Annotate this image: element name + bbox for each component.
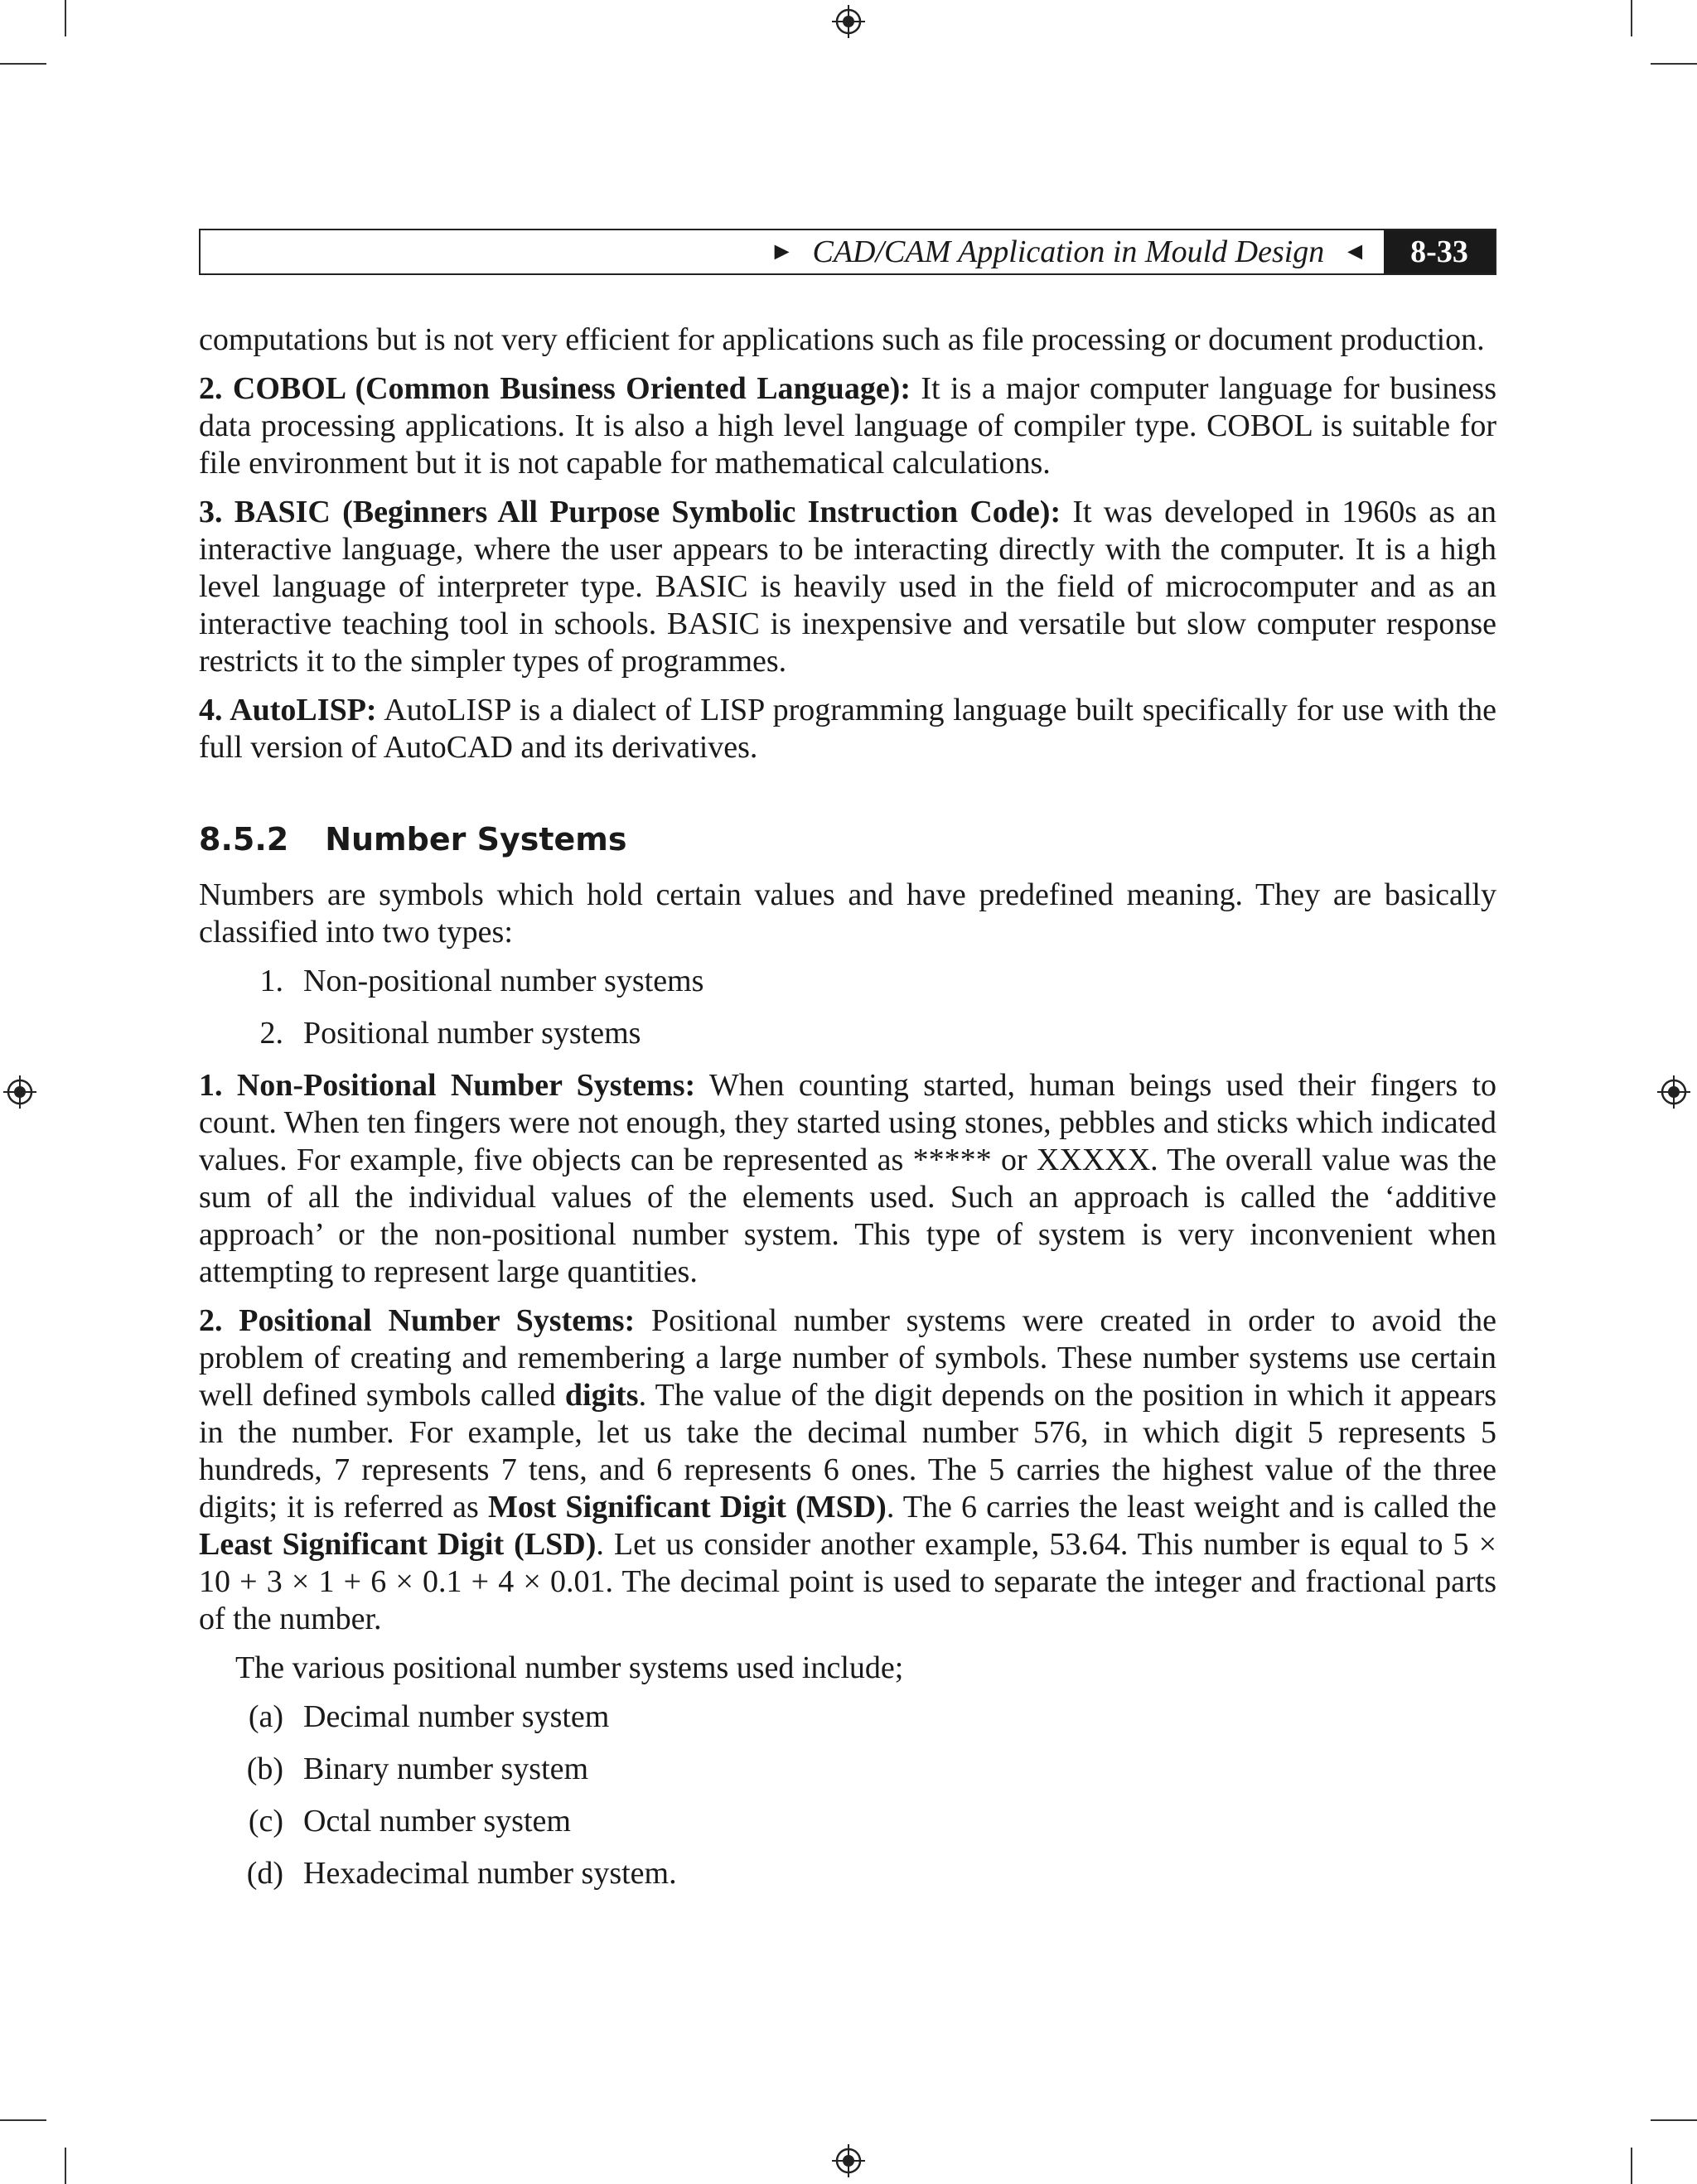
number-system-types-list <box>199 963 1496 1052</box>
paragraph-positional <box>199 1302 1496 1638</box>
crop-mark <box>1631 0 1632 36</box>
positional-text-4: . Let us consider another example, 53.64. This number is equal to 5 × 10 + 3 × 1 + 6 × 0.1 + 4 × 0.01. The decimal point is used to separate the integer and fractional parts of the number. <box>199 1527 1496 1636</box>
paragraph-cobol <box>199 370 1496 482</box>
list-item <box>199 1015 1496 1052</box>
positional-text-2: . The value of the digit depends on the position in which it appears in the number. For example, let us take the decimal number 576, in which digit 5 represents 5 hundreds, 7 represents 7 tens, and 6 represents 6 ones. The 5 carries the highest value of the three digits; it is referred as <box>199 1378 1497 1524</box>
crop-mark <box>0 63 46 65</box>
section-heading <box>199 821 1496 858</box>
list-item-text: Non-positional number systems <box>303 964 704 998</box>
paragraph-continuation: computations but is not very efficient for applications such as file processing or document production. <box>199 322 1485 357</box>
list-item <box>199 1751 1496 1788</box>
positional-text-3: . The 6 carries the least weight and is called the <box>886 1490 1496 1524</box>
autolisp-label: 4. AutoLISP: <box>199 693 377 727</box>
nonpositional-label: 1. Non-Positional Number Systems: <box>199 1068 696 1103</box>
section-title: Number Systems <box>325 821 627 858</box>
chapter-title: CAD/CAM Application in Mould Design <box>812 234 1325 269</box>
positional-bold-lsd: Least Significant Digit (LSD) <box>199 1527 597 1562</box>
positional-text-1: Positional number systems were created in order to avoid the problem of creating and remembering a large number of symbols. These number systems use certain well defined symbols called <box>199 1303 1496 1413</box>
list-marker: (d) <box>246 1856 283 1891</box>
positional-bold-msd: Most Significant Digit (MSD) <box>487 1490 887 1524</box>
paragraph-nonpositional <box>199 1067 1496 1291</box>
right-pointer-icon: ► <box>769 238 795 265</box>
list-item-text: Positional number systems <box>303 1016 641 1051</box>
nonpositional-text: When counting started, human beings used their fingers to count. When ten fingers were not enough, they started using stones, pebbles and sticks which indicated values. For example, five objects can be represented as ***** or XXXXX. The overall value was the sum of all the individual values of the elements used. Such an approach is called the ‘additive approach’ or the non-positional number system. This type of system is very inconvenient when attempting to represent large quantities. <box>199 1068 1496 1289</box>
section-intro: Numbers are symbols which hold certain values and have predefined meaning. They are basically classified into two types: <box>199 877 1496 949</box>
left-pointer-icon: ◄ <box>1342 238 1367 265</box>
header-title-group <box>201 234 1384 270</box>
list-item <box>199 963 1496 1000</box>
registration-mark-icon <box>832 5 865 38</box>
paragraph-basic <box>199 494 1496 680</box>
list-item-text: Binary number system <box>303 1752 589 1786</box>
crop-mark <box>1651 2119 1697 2121</box>
list-item-text: Decimal number system <box>303 1699 610 1734</box>
list-item <box>199 1855 1496 1892</box>
various-intro: The various positional number systems used include; <box>235 1650 904 1685</box>
positional-label: 2. Positional Number Systems: <box>199 1303 636 1338</box>
list-marker: (c) <box>248 1804 283 1839</box>
running-header <box>199 229 1496 275</box>
list-item <box>199 1803 1496 1840</box>
registration-mark-icon <box>3 1075 36 1109</box>
list-item-text: Octal number system <box>303 1804 571 1839</box>
positional-systems-list <box>199 1698 1496 1892</box>
positional-bold-digits: digits <box>564 1378 639 1413</box>
list-item-text: Hexadecimal number system. <box>303 1856 677 1891</box>
page-number: 8-33 <box>1384 230 1495 273</box>
crop-mark <box>65 0 66 36</box>
cobol-text: It is a major computer language for business data processing applications. It is also a high level language of compiler type. COBOL is suitable for file environment but it is not capable for mathematical calculations. <box>199 371 1496 481</box>
basic-label: 3. BASIC (Beginners All Purpose Symbolic Instruction Code): <box>199 495 1061 529</box>
section-number: 8.5.2 <box>199 821 289 858</box>
list-marker: (a) <box>248 1699 283 1734</box>
crop-mark <box>65 2148 66 2184</box>
list-marker: 1. <box>259 964 283 998</box>
cobol-label: 2. COBOL (Common Business Oriented Language): <box>199 371 911 406</box>
crop-mark <box>1651 63 1697 65</box>
basic-text: It was developed in 1960s as an interactive language, where the user appears to be interacting directly with the computer. It is a high level language of interpreter type. BASIC is heavily used in the field of microcomputer and as an interactive teaching tool in schools. BASIC is inexpensive and versatile but slow computer response restricts it to the simpler types of programmes. <box>199 495 1497 679</box>
list-item <box>199 1698 1496 1736</box>
page-body <box>199 321 1496 1907</box>
autolisp-text: AutoLISP is a dialect of LISP programming language built specifically for use with the full version of AutoCAD and its derivatives. <box>199 693 1496 765</box>
paragraph-autolisp <box>199 692 1496 766</box>
crop-mark <box>1631 2148 1632 2184</box>
registration-mark-icon <box>832 2144 865 2177</box>
registration-mark-icon <box>1657 1075 1690 1109</box>
list-marker: 2. <box>259 1016 283 1051</box>
list-marker: (b) <box>246 1752 283 1786</box>
crop-mark <box>0 2119 46 2121</box>
